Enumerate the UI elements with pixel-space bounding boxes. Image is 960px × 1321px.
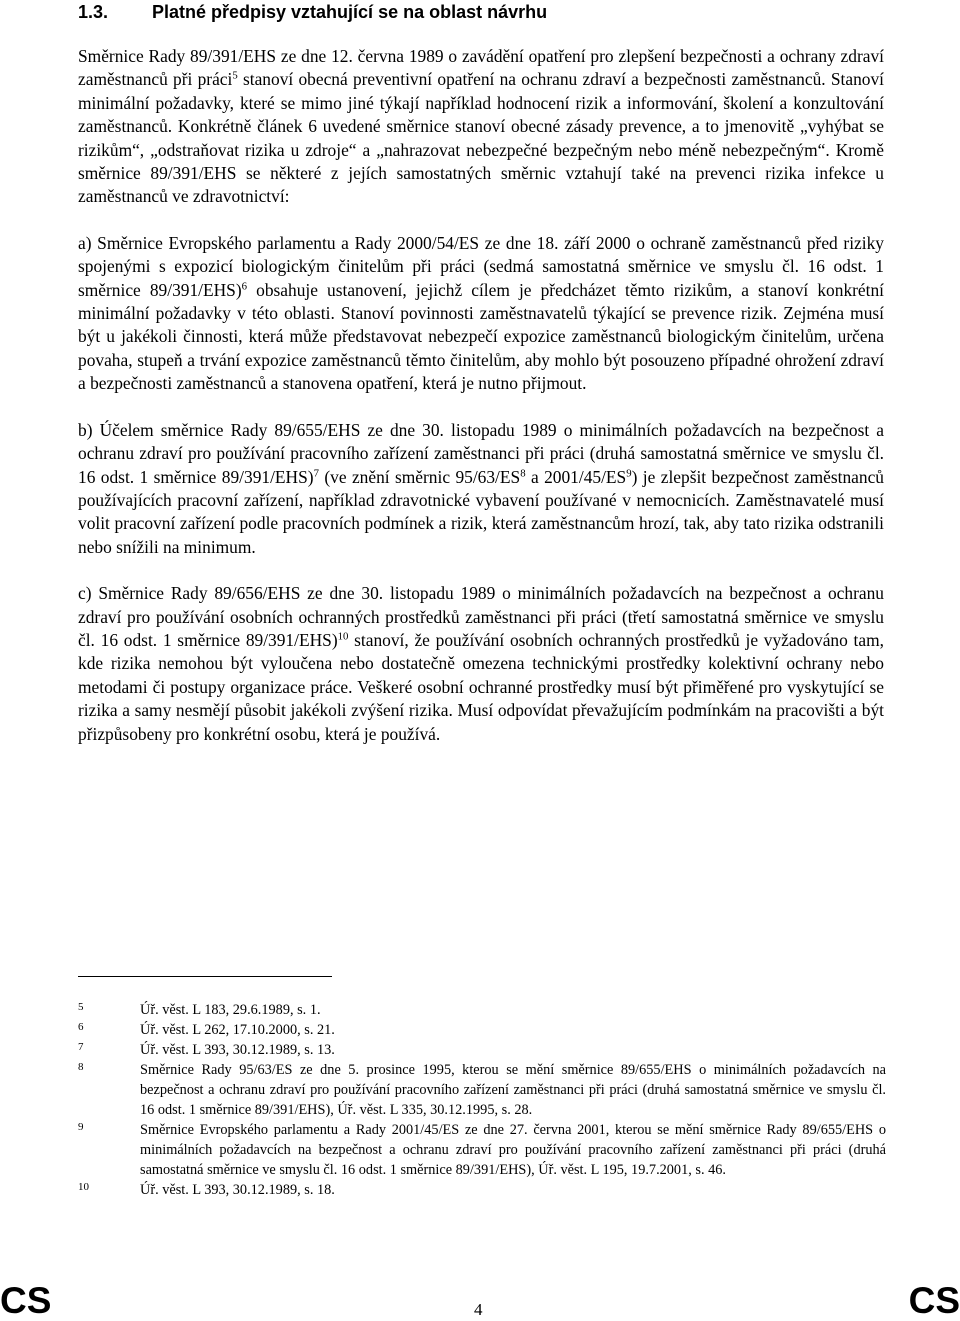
footnote-item bbox=[78, 1180, 886, 1200]
language-code-left: CS bbox=[0, 1280, 52, 1321]
footnote-item bbox=[78, 1040, 886, 1060]
footnotes bbox=[78, 1000, 886, 1200]
footnote-text: Úř. věst. L 393, 30.12.1989, s. 18. bbox=[140, 1182, 335, 1198]
footnote-text: Směrnice Evropského parlamentu a Rady 2001/45/ES ze dne 27. června 2001, kterou se mění směrnice Rady 89/655/EHS o minimálních požadavcích na bezpečnost a ochranu zdraví pro používání pracovního zařízení zaměstnanci při práci (druhá samostatná směrnice ve smyslu čl. 16 odst. 1 směrnice 89/391/EHS), Úř. věst. L 195, 19.7.2001, s. 46. bbox=[140, 1122, 886, 1178]
page-number: 4 bbox=[474, 1300, 483, 1319]
paragraph-directive-c: c) Směrnice Rady 89/656/EHS ze dne 30. listopadu 1989 o minimálních požadavcích na bezpečnost a ochranu zdraví pro používání osobních ochranných prostředků zaměstnanci při práci (třetí samostatná směrnice ve smyslu čl. 16 odst. 1 směrnice 89/391/EHS)$^{10}$ stanoví, že používání osobních ochranných prostředků je vyžadováno tam, kde rizika nemohou být vyloučena nebo dostatečně omezena technickými prostředky kolektivní ochrany nebo metodami či postupy organizace práce. Veškeré osobní ochranné prostředky musí být přiměřené pro vyskytující se rizika a samy nesmějí působit jakékoli zvýšení rizika. Musí odpovídat převažujícím podmínkám na pracovišti a být přizpůsobeny pro konkrétní osobu, která je používá. bbox=[78, 583, 884, 744]
footnote-number: 10 bbox=[78, 1181, 89, 1193]
footnote-number: 7 bbox=[78, 1041, 84, 1053]
footnote-ref[interactable]: 7 bbox=[313, 467, 319, 480]
footnote-item bbox=[78, 1060, 886, 1120]
footnote-number: 6 bbox=[78, 1021, 84, 1033]
paragraph-directive-a: a) Směrnice Evropského parlamentu a Rady 2000/54/ES ze dne 18. září 2000 o ochraně zaměstnanců před riziky spojenými s expozicí biologickým činitelům při práci (sedmá samostatná směrnice ve smyslu čl. 16 odst. 1 směrnice 89/391/EHS)$^6$ obsahuje ustanovení, jejichž cílem je předcházet těmto rizikům, a stanoví konkrétní minimální požadavky v této oblasti. Stanoví povinnosti zaměstnavatelů týkající se prevence rizik. Zejména musí být u jakékoli činnosti, která může představovat nebezpečí expozice zaměstnanců biologickým činitelům, určena povaha, stupeň a trvání expozice zaměstnanců těmto činitelům, aby mohlo být posouzeno případné ohrožení zdraví a bezpečnosti zaměstnanců a stanovena opatření, která je nutno přijmout. bbox=[78, 232, 885, 394]
footnote-text: Úř. věst. L 393, 30.12.1989, s. 13. bbox=[140, 1042, 335, 1058]
footnote-number: 9 bbox=[78, 1121, 84, 1133]
body-text bbox=[78, 45, 884, 746]
section-heading bbox=[78, 0, 547, 24]
footnote-text: Směrnice Rady 95/63/ES ze dne 5. prosince 1995, kterou se mění směrnice 89/655/EHS o minimálních požadavcích na bezpečnost a ochranu zdraví pro používání pracovního zařízení zaměstnanci při práci (druhá samostatná směrnice ve smyslu čl. 16 odst. 1 směrnice 89/391/EHS), Úř. věst. L 335, 30.12.1995, s. 28. bbox=[140, 1062, 886, 1118]
footnote-number: 8 bbox=[78, 1061, 84, 1073]
language-code-right: CS bbox=[908, 1280, 960, 1321]
footnote-item bbox=[78, 1020, 886, 1040]
footnote-item bbox=[78, 1120, 886, 1180]
paragraph-directive-b: b) Účelem směrnice Rady 89/655/EHS ze dne 30. listopadu 1989 o minimálních požadavcích na bezpečnost a ochranu zdraví pro používání pracovního zařízení zaměstnanci při práci (druhá samostatná směrnice ve smyslu čl. 16 odst. 1 směrnice 89/391/EHS)$^7$ (ve znění směrnic $95/63/ES^8$ a $2001/45/ES^9$) je zlepšit bezpečnost zaměstnanců používajících pracovní zařízení, například zdravotnické vybavení používané v nemocnicích. Zaměstnavatelé musí volit pracovní zařízení podle pracovních podmínek a rizik, která zaměstnancům hrozí, tak, aby tato rizika odstranili nebo snížili na minimum. bbox=[78, 419, 884, 557]
footnote-text: Úř. věst. L 183, 29.6.1989, s. 1. bbox=[140, 1002, 321, 1018]
footnote-item bbox=[78, 1000, 886, 1020]
footnote-ref[interactable]: 10 bbox=[337, 630, 349, 643]
footnote-separator bbox=[78, 976, 332, 977]
footnote-number: 5 bbox=[78, 1001, 84, 1013]
footnote-ref[interactable]: 5 bbox=[232, 69, 238, 82]
section-title: Platné předpisy vztahující se na oblast návrhu bbox=[152, 2, 548, 22]
footnote-text: Úř. věst. L 262, 17.10.2000, s. 21. bbox=[140, 1022, 335, 1038]
paragraph-intro: Směrnice Rady 89/391/EHS ze dne 12. června 1989 o zavádění opatření pro zlepšení bezpečnosti a ochrany zdraví zaměstnanců při práci$^5$ stanoví obecná preventivní opatření na ochranu zdraví a bezpečnosti zaměstnanců. Stanoví minimální požadavky, které se mimo jiné týkají například hodnocení rizik a informování, školení a konzultování zaměstnanců. Konkrétně článek 6 uvedené směrnice stanoví obecné zásady prevence, a to jmenovitě „vyhýbat se rizikům“, „odstraňovat rizika u zdroje“ a „nahrazovat nebezpečné bezpečným nebo méně nebezpečným“. Kromě směrnice 89/391/EHS se některé z jejích samostatných směrnic vztahují také na prevenci rizika infekce u zaměstnanců ve zdravotnictví: bbox=[78, 46, 884, 207]
footnote-ref[interactable]: 6 bbox=[241, 280, 248, 293]
section-number: 1.3. bbox=[78, 2, 109, 22]
footnote-ref[interactable]: 8 bbox=[520, 467, 526, 480]
footnote-ref[interactable]: 9 bbox=[626, 467, 632, 480]
